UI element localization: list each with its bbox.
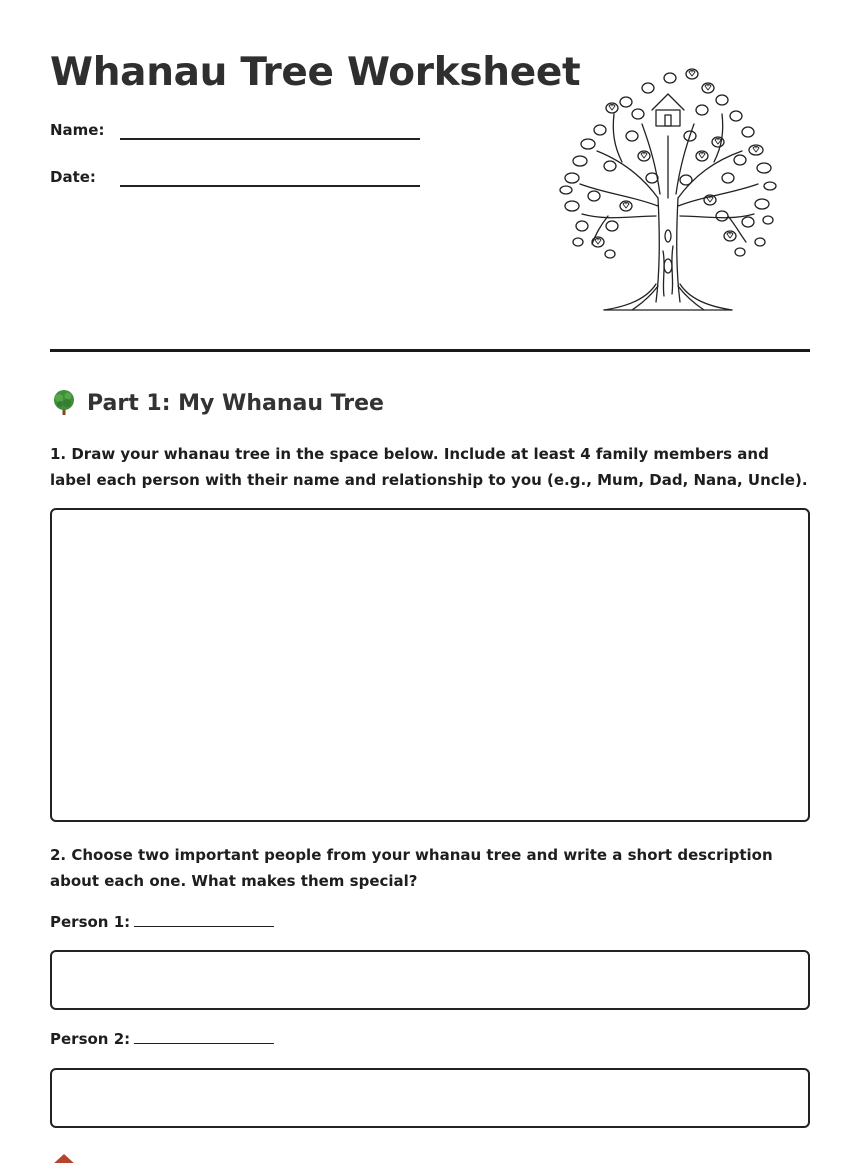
worksheet-title: Whanau Tree Worksheet	[50, 50, 581, 95]
date-line[interactable]	[120, 185, 420, 187]
date-label: Date:	[50, 168, 96, 186]
tree-icon	[50, 389, 78, 417]
person-1-label	[50, 913, 274, 931]
worksheet-page	[50, 0, 810, 1048]
person-1-label-text: Person 1:	[50, 913, 131, 931]
person-1-description-box[interactable]	[50, 950, 810, 1010]
part1-heading	[50, 389, 384, 417]
person-2-label-text: Person 2:	[50, 1030, 131, 1048]
house-icon	[50, 1151, 78, 1163]
next-section-heading	[50, 1151, 78, 1163]
family-tree-illustration-icon	[552, 66, 784, 314]
header-divider	[50, 349, 810, 352]
whanau-tree-drawing-area[interactable]	[50, 508, 810, 822]
question-2: 2. Choose two important people from your whanau tree and write a short description about each one. What makes them special?	[50, 846, 773, 890]
person-2-description-box[interactable]	[50, 1068, 810, 1128]
part1-heading-text: Part 1: My Whanau Tree	[87, 390, 384, 416]
person-2-label	[50, 1030, 274, 1048]
name-label: Name:	[50, 121, 105, 139]
question-1: 1. Draw your whanau tree in the space below. Include at least 4 family members and label each person with their name and relationship to you (e.g., Mum, Dad, Nana, Uncle).	[50, 445, 808, 489]
person-2-name-blank[interactable]	[134, 1030, 274, 1044]
name-line[interactable]	[120, 138, 420, 140]
person-1-name-blank[interactable]	[134, 913, 274, 927]
worksheet-header	[50, 0, 810, 350]
